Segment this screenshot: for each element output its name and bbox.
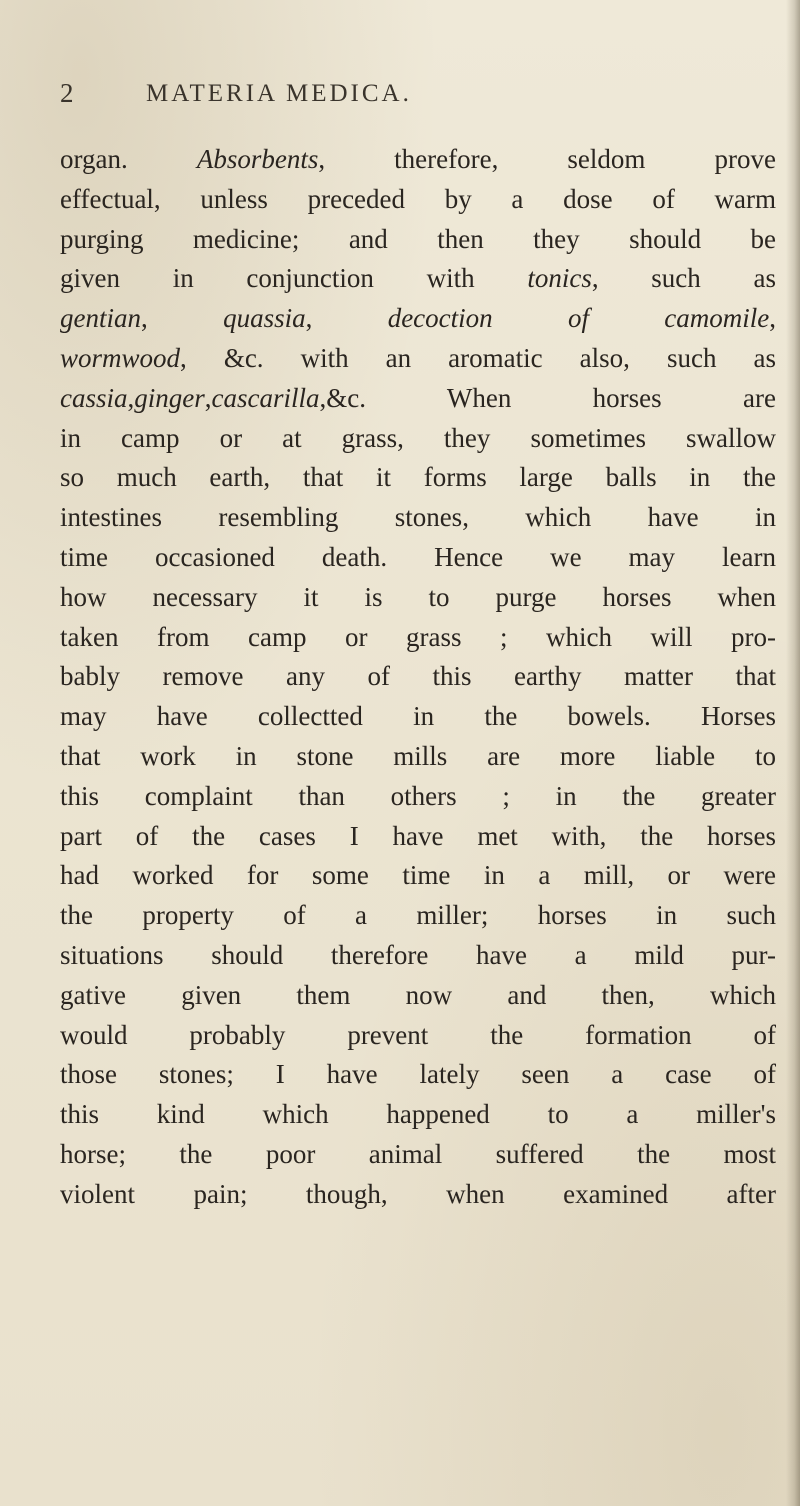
text-line bbox=[60, 578, 776, 618]
text-run: time occasioned death. Hence we may learn bbox=[60, 541, 776, 572]
text-run: horse; the poor animal suffered the most bbox=[60, 1138, 776, 1169]
text-run: , bbox=[204, 382, 212, 413]
italic-text: gentian bbox=[60, 303, 141, 334]
text-run: taken from camp or grass ; which will pro- bbox=[60, 621, 776, 652]
text-line bbox=[60, 697, 776, 737]
text-run: , bbox=[769, 303, 777, 334]
text-line bbox=[60, 1175, 776, 1215]
text-line bbox=[60, 419, 776, 459]
text-run: ,&c. When horses are bbox=[319, 382, 776, 413]
text-line bbox=[60, 817, 776, 857]
text-run: , &c. with an aromatic also, such as bbox=[180, 342, 776, 373]
text-line bbox=[60, 657, 776, 697]
text-run: violent pain; though, when examined after bbox=[60, 1178, 776, 1209]
text-run: organ. bbox=[60, 144, 197, 174]
text-line bbox=[60, 1055, 776, 1095]
running-title: MATERIA MEDICA. bbox=[146, 80, 412, 107]
text-line bbox=[60, 1135, 776, 1175]
text-line bbox=[60, 498, 776, 538]
text-line bbox=[60, 339, 776, 379]
page-number: 2 bbox=[60, 78, 77, 108]
text-run: , bbox=[305, 303, 388, 334]
text-line bbox=[60, 936, 776, 976]
text-line bbox=[60, 976, 776, 1016]
text-run: this complaint than others ; in the greater bbox=[60, 780, 776, 811]
text-line bbox=[60, 1016, 776, 1056]
text-run: had worked for some time in a mill, or were bbox=[60, 860, 776, 891]
text-run: intestines resembling stones, which have in bbox=[60, 502, 776, 533]
text-line bbox=[60, 220, 776, 260]
text-run: given in conjunction with bbox=[60, 263, 528, 294]
text-run: those stones; I have lately seen a case of bbox=[60, 1059, 776, 1090]
text-run: so much earth, that it forms large balls in the bbox=[60, 462, 776, 493]
text-line bbox=[60, 737, 776, 777]
italic-text: decoction of camomile bbox=[387, 303, 770, 334]
italic-text: Absorbents bbox=[196, 144, 319, 174]
text-run: part of the cases I have met with, the horses bbox=[60, 820, 776, 851]
text-line bbox=[60, 379, 776, 419]
text-run: situations should therefore have a mild pur- bbox=[60, 939, 776, 970]
italic-text: wormwood bbox=[60, 342, 181, 373]
text-run: this kind which happened to a miller's bbox=[60, 1099, 776, 1130]
text-line bbox=[60, 458, 776, 498]
text-line bbox=[60, 538, 776, 578]
text-run: may have collectted in the bowels. Horses bbox=[60, 701, 776, 732]
italic-text: ginger bbox=[134, 382, 205, 413]
text-line bbox=[60, 1095, 776, 1135]
text-run: effectual, unless preceded by a dose of warm bbox=[60, 183, 776, 214]
text-run: , bbox=[141, 303, 224, 334]
text-run: how necessary it is to purge horses when bbox=[60, 581, 776, 612]
text-line bbox=[60, 896, 776, 936]
running-head bbox=[60, 78, 700, 114]
text-run: bably remove any of this earthy matter that bbox=[60, 661, 776, 692]
text-line bbox=[60, 856, 776, 896]
text-run: would probably prevent the formation of bbox=[60, 1019, 776, 1050]
text-line bbox=[60, 140, 776, 180]
text-run: , such as bbox=[591, 263, 776, 294]
text-line bbox=[60, 259, 776, 299]
text-run: in camp or at grass, they sometimes swallow bbox=[60, 422, 776, 453]
body-text bbox=[60, 140, 776, 1215]
text-line bbox=[60, 180, 776, 220]
text-run: that work in stone mills are more liable to bbox=[60, 740, 776, 771]
text-run: gative given them now and then, which bbox=[60, 979, 776, 1010]
text-run: , therefore, seldom prove bbox=[318, 144, 776, 174]
text-run: , bbox=[127, 382, 135, 413]
text-line bbox=[60, 618, 776, 658]
italic-text: cassia bbox=[60, 382, 128, 413]
text-run: the property of a miller; horses in such bbox=[60, 900, 776, 931]
text-line bbox=[60, 777, 776, 817]
italic-text: cascarilla bbox=[211, 382, 320, 413]
page-edge-shadow bbox=[786, 0, 800, 1506]
text-line bbox=[60, 299, 776, 339]
text-run: purging medicine; and then they should be bbox=[60, 223, 776, 254]
italic-text: tonics bbox=[527, 263, 592, 294]
italic-text: quassia bbox=[223, 303, 306, 334]
